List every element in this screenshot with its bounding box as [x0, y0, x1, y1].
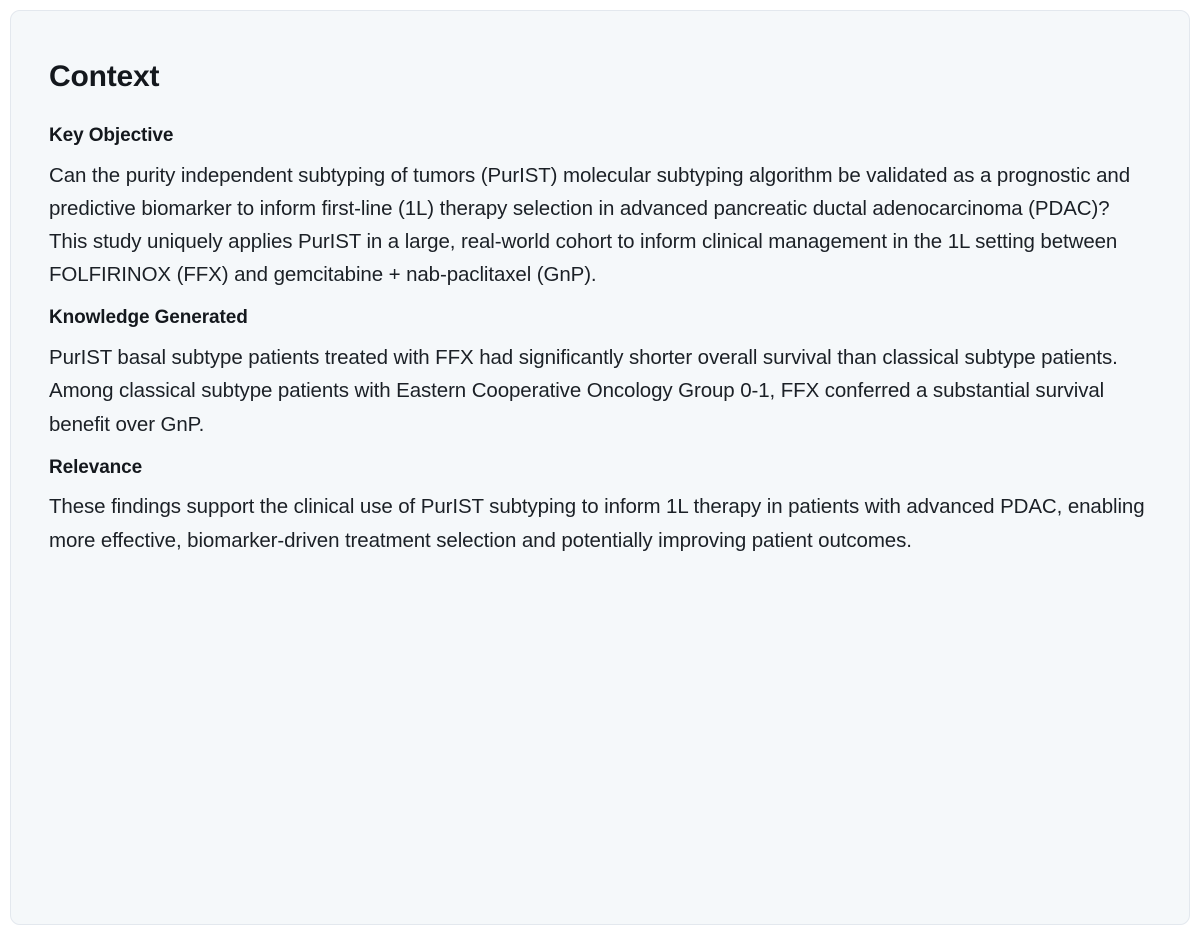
section-body-knowledge-generated: PurIST basal subtype patients treated with FFX had significantly shorter overall survival than classical subtype patients. Among classical subtype patients with Eastern Cooperative Oncology Group 0-1, FFX conferred a substantial survival benefit over GnP. — [49, 346, 1118, 436]
section-heading-relevance: Relevance — [49, 456, 143, 478]
section-key-objective — [49, 123, 1153, 291]
section-knowledge-generated — [49, 305, 1153, 440]
section-body-relevance: These findings support the clinical use of PurIST subtyping to inform 1L therapy in patients with advanced PDAC, enabling more effective, biomarker-driven treatment selection and potentially improving patient outcomes. — [49, 495, 1145, 552]
section-body-key-objective: Can the purity independent subtyping of tumors (PurIST) molecular subtyping algorithm be validated as a prognostic and predictive biomarker to inform first-line (1L) therapy selection in advanced pancreatic ductal adenocarcinoma (PDAC)? This study uniquely applies PurIST in a large, real-world cohort to inform clinical management in the 1L setting between FOLFIRINOX (FFX) and gemcitabine + nab-paclitaxel (GnP). — [49, 163, 1131, 287]
section-heading-key-objective: Key Objective — [49, 125, 174, 146]
section-heading-knowledge-generated: Knowledge Generated — [49, 307, 248, 329]
page-title: Context — [49, 60, 160, 93]
section-relevance — [49, 455, 1153, 557]
context-card — [10, 10, 1190, 925]
